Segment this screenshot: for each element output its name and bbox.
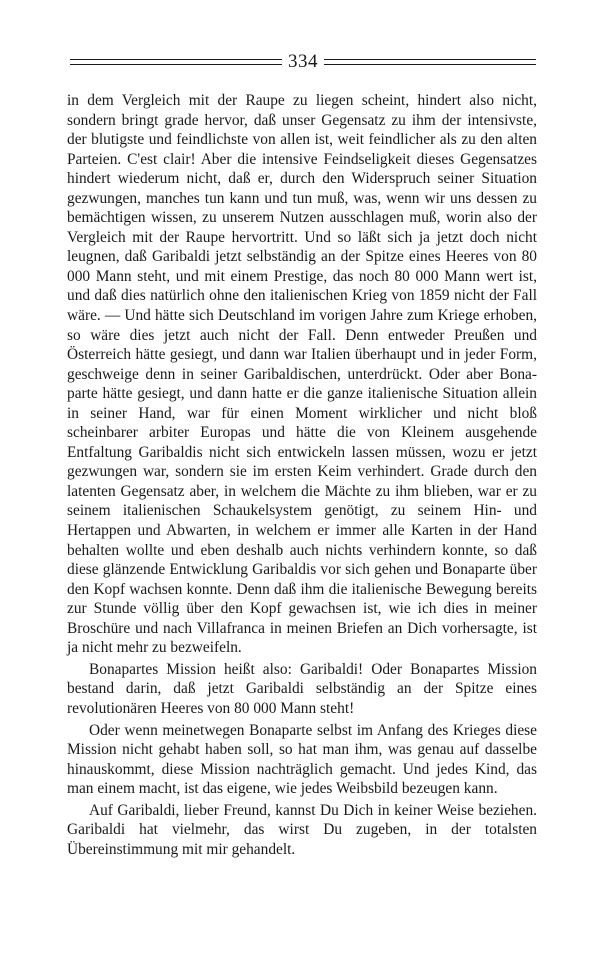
paragraph-2: Bonapartes Mission heißt also: Garibaldi! Oder Bonapartes Mission bestand darin, daß jetzt Garibaldi selbständig an der Spitze eines revolutionären Heeres von 80 000 Mann steht!: [67, 660, 537, 717]
paragraph-1: in dem Vergleich mit der Raupe zu liegen scheint, hindert also nicht, sondern bringt grade hervor, daß unser Gegensatz zu ihm der intensivste, der blutigste und feindlichste von allen ist, weit feindlicher als zu den alten Parteien. C'est clair! Aber die intensive Feindseligkeit dieses Gegensatzes hindert wiederum nicht, daß er, durch den Widerspruch seiner Situation gezwungen, manches tun kann und tun muß, was, wenn wir uns dessen zu bemächtigen wissen, zu unserem Nutzen ausschlagen muß, worin also der Vergleich mit der Raupe hervortritt. Und so läßt sich ja jetzt doch nicht leugnen, daß Garibaldi jetzt selbständig an der Spitze eines Heeres von 80 000 Mann steht, und mit einem Prestige, das noch 80 000 Mann wert ist, und daß dies natürlich ohne den italienischen Krieg von 1859 nicht der Fall wäre. — Und hätte sich Deutschland im vorigen Jahre zum Kriege erhoben, so wäre dies jetzt auch nicht der Fall. Denn entweder Preußen und Österreich hätte gesiegt, und dann war Italien überhaupt und in jeder Form, geschweige denn in seiner Garibaldischen, unterdrückt. Oder aber Bonaparte hätte gesiegt, und dann hatte er die ganze italienische Situation allein in seiner Hand, war für einen Moment wirklicher und nicht bloß scheinbarer arbiter Europas und hätte die von Kleinem ausgehende Entfaltung Garibaldis nicht sich entwickeln lassen müssen, wozu er jetzt gezwungen war, sondern sie im ersten Keim verhindert. Grade durch den latenten Gegensatz aber, in welchem die Mächte zu ihm blieben, war er zu seinem italienischen Schaukelsystem genötigt, zu seinem Hin- und Hertappen und Abwarten, in welchem er immer alle Karten in der Hand behalten wollte und eben deshalb auch nichts verhindern konnte, so daß diese glänzende Entwicklung Garibaldis vor sich gehen und Bonaparte über den Kopf wachsen konnte. Denn daß ihm die italienische Bewegung bereits zur Stunde völlig über den Kopf gewachsen ist, wie ich dies in meiner Broschüre und nach Villafranca in meinen Briefen an Dich vorhersagte, ist ja nicht mehr zu bezweifeln.: [67, 92, 537, 657]
paragraph-3: Oder wenn meinetwegen Bonaparte selbst im Anfang des Krieges diese Mission nicht gehabt haben soll, so hat man ihm, was genau auf dasselbe hinauskommt, diese Mission nachträglich gemacht. Und jedes Kind, das man einem macht, ist das eigene, wie jedes Weibsbild bezeugen kann.: [67, 721, 537, 798]
body-text: [67, 91, 537, 859]
header-rule-right: [324, 59, 536, 65]
header-rule-left: [70, 59, 282, 65]
page-number: 334: [288, 51, 318, 72]
paragraph-4: Auf Garibaldi, lieber Freund, kannst Du Dich in keiner Weise beziehen. Garibaldi hat vielmehr, das wirst Du zugeben, in der totalsten Übereinstimmung mit mir gehandelt.: [67, 801, 537, 858]
page-header: [70, 50, 536, 74]
